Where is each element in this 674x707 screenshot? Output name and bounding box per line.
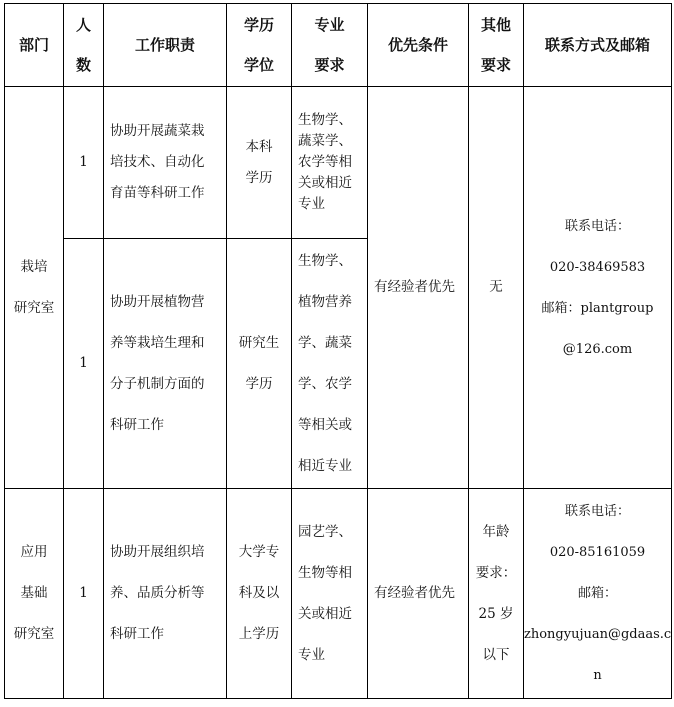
contact-cell: 联系电话： 020-85161059 邮箱： zhongyujuan@gdaas.c n [524, 489, 672, 699]
count-cell: 1 [64, 239, 104, 489]
duty-cell: 协助开展植物营 养等栽培生理和 分子机制方面的 科研工作 [104, 239, 227, 489]
major-cell: 生物学、 蔬菜学、 农学等相 关或相近 专业 [292, 87, 368, 239]
header-major: 专业 要求 [292, 4, 368, 87]
dept-cell: 应用 基础 研究室 [5, 489, 64, 699]
header-duty: 工作职责 [104, 4, 227, 87]
duty-cell: 协助开展蔬菜栽 培技术、自动化 育苗等科研工作 [104, 87, 227, 239]
header-count: 人 数 [64, 4, 104, 87]
header-priority: 优先条件 [368, 4, 469, 87]
duty-cell: 协助开展组织培 养、品质分析等 科研工作 [104, 489, 227, 699]
other-cell: 年龄 要求： 25 岁 以下 [469, 489, 524, 699]
contact-cell: 联系电话： 020-38469583 邮箱：plantgroup @126.com [524, 87, 672, 489]
header-row [5, 4, 672, 87]
header-other: 其他 要求 [469, 4, 524, 87]
major-cell: 生物学、 植物营养 学、蔬菜 学、农学 等相关或 相近专业 [292, 239, 368, 489]
priority-cell: 有经验者优先 [368, 87, 469, 489]
header-contact: 联系方式及邮箱 [524, 4, 672, 87]
count-cell: 1 [64, 87, 104, 239]
other-cell: 无 [469, 87, 524, 489]
priority-cell: 有经验者优先 [368, 489, 469, 699]
count-cell: 1 [64, 489, 104, 699]
dept-cell: 栽培 研究室 [5, 87, 64, 489]
table-row [5, 489, 672, 699]
table-row [5, 87, 672, 239]
major-cell: 园艺学、 生物等相 关或相近 专业 [292, 489, 368, 699]
header-edu: 学历 学位 [227, 4, 292, 87]
recruitment-table [4, 3, 672, 699]
edu-cell: 研究生 学历 [227, 239, 292, 489]
edu-cell: 大学专 科及以 上学历 [227, 489, 292, 699]
edu-cell: 本科 学历 [227, 87, 292, 239]
header-dept: 部门 [5, 4, 64, 87]
